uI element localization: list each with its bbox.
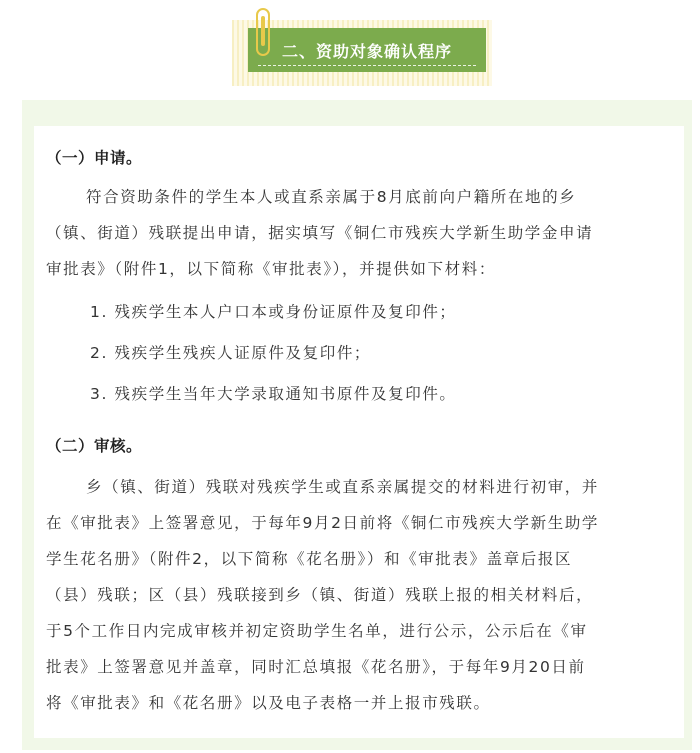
dashed-underline: [258, 65, 476, 66]
part1-list-item: 3. 残疾学生当年大学录取通知书原件及复印件。: [90, 385, 457, 403]
part2-para-line: 在《审批表》上签署意见，于每年9月2日前将《铜仁市残疾大学新生助学: [46, 514, 600, 532]
part1-para-line: 符合资助条件的学生本人或直系亲属于8月底前向户籍所在地的乡: [86, 188, 577, 206]
part2-para-line: 将《审批表》和《花名册》以及电子表格一并上报市残联。: [46, 694, 491, 712]
content-panel: [34, 126, 684, 738]
part2-para-line: 学生花名册》（附件2，以下简称《花名册》）和《审批表》盖章后报区: [46, 550, 573, 568]
section-title-box: [248, 28, 486, 72]
part2-para-line: （县）残联；区（县）残联接到乡（镇、街道）残联上报的相关材料后，: [46, 586, 594, 604]
part2-para-line: 于5个工作日内完成审核并初定资助学生名单，进行公示，公示后在《审: [46, 622, 588, 640]
section-title: 二、资助对象确认程序: [281, 41, 452, 61]
part1-list-item: 2. 残疾学生残疾人证原件及复印件；: [90, 344, 372, 362]
section-header: [0, 0, 700, 92]
part1-para-line: 审批表》（附件1，以下简称《审批表》），并提供如下材料：: [46, 260, 496, 278]
paperclip-icon: [256, 8, 270, 56]
part2-para-line: 乡（镇、街道）残联对残疾学生或直系亲属提交的材料进行初审，并: [86, 478, 600, 496]
part1-heading: （一）申请。: [46, 149, 143, 167]
part2-para-line: 批表》上签署意见并盖章，同时汇总填报《花名册》，于每年9月20日前: [46, 658, 586, 676]
part2-heading: （二）审核。: [46, 437, 143, 455]
part1-para-line: （镇、街道）残联提出申请，据实填写《铜仁市残疾大学新生助学金申请: [46, 224, 594, 242]
part1-list-item: 1. 残疾学生本人户口本或身份证原件及复印件；: [90, 303, 457, 321]
